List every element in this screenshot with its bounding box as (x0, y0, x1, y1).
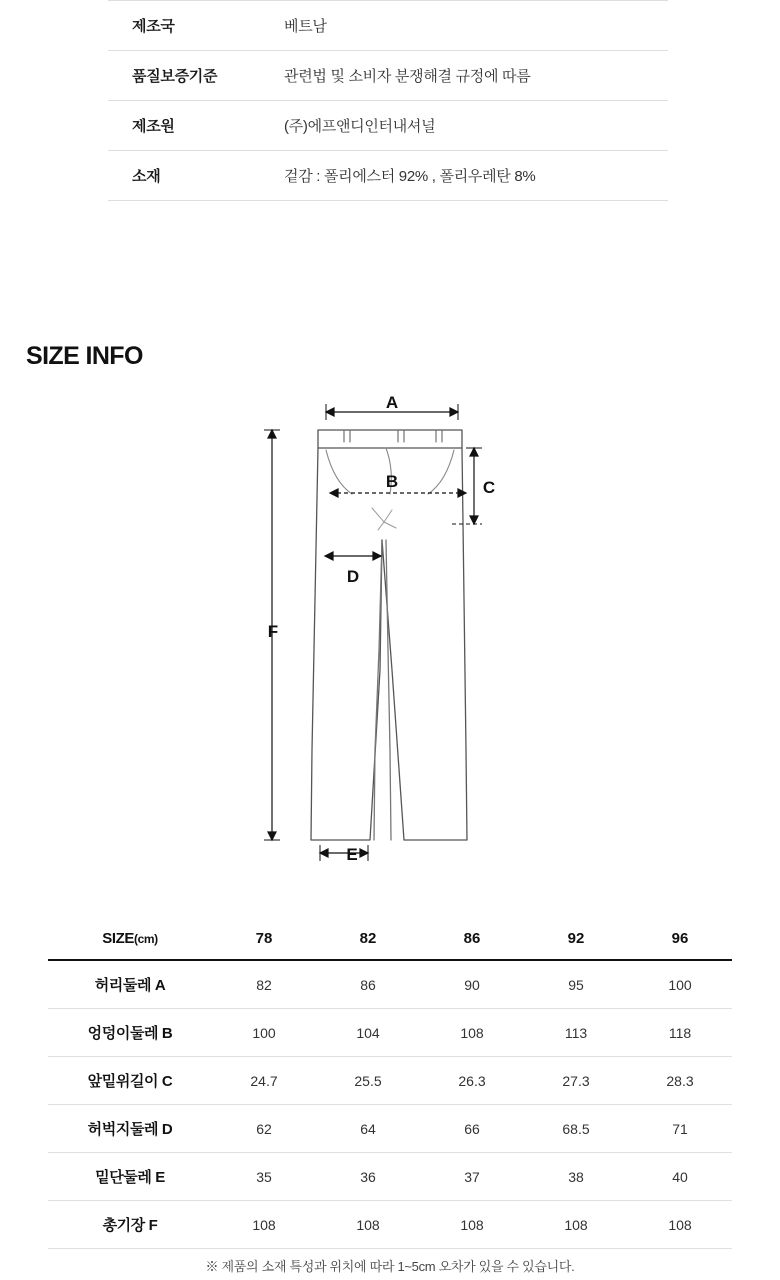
measure-value: 28.3 (666, 1072, 694, 1089)
diagram-label-a: A (385, 393, 399, 412)
measure-label-total-length: 총기장 F (102, 1217, 158, 1234)
measure-value: 100 (668, 976, 692, 993)
measure-value: 86 (360, 976, 376, 993)
table-row (108, 51, 668, 101)
table-row (108, 1, 668, 51)
info-label-material: 소재 (132, 168, 161, 185)
measure-value: 118 (668, 1024, 692, 1041)
table-row (48, 1153, 732, 1201)
diagram-label-d: D (346, 567, 360, 586)
measure-value: 27.3 (562, 1072, 590, 1089)
size-diagram (0, 390, 780, 890)
pants-diagram-svg (0, 390, 780, 890)
table-row (48, 1009, 732, 1057)
info-label-manufacturer: 제조원 (132, 118, 175, 135)
measure-value: 25.5 (354, 1072, 382, 1089)
info-value-manufacturer: (주)에프앤디인터내셔널 (284, 118, 436, 135)
measure-value: 108 (564, 1216, 588, 1233)
measure-value: 62 (256, 1120, 272, 1137)
diagram-label-c: C (482, 478, 496, 497)
size-column-78: 78 (255, 930, 273, 947)
size-tolerance-note: ※ 제품의 소재 특성과 위치에 따라 1~5cm 오차가 있을 수 있습니다. (205, 1259, 575, 1274)
size-table (48, 920, 732, 1249)
measure-label-front-rise: 앞밑위길이 C (87, 1073, 173, 1090)
size-table-header-label (48, 920, 212, 960)
table-row (108, 151, 668, 201)
size-column-96: 96 (671, 930, 689, 947)
size-column-86: 86 (463, 930, 481, 947)
table-row (48, 1105, 732, 1153)
measure-value: 66 (464, 1120, 480, 1137)
page-title: SIZE INFO (26, 342, 143, 370)
diagram-label-e: E (346, 845, 358, 864)
measure-value: 113 (564, 1024, 588, 1041)
measure-value: 36 (360, 1168, 376, 1185)
size-column-82: 82 (359, 930, 377, 947)
info-value-quality-warranty: 관련법 및 소비자 분쟁해결 규정에 따름 (284, 68, 531, 85)
measure-value: 68.5 (562, 1120, 590, 1137)
measure-label-waist: 허리둘레 A (94, 977, 166, 994)
measure-value: 71 (672, 1120, 688, 1137)
measure-value: 90 (464, 976, 480, 993)
measure-value: 38 (568, 1168, 584, 1185)
measure-value: 104 (356, 1024, 380, 1041)
size-header-text: SIZE (102, 930, 134, 947)
size-table-body (48, 960, 732, 1249)
diagram-label-b: B (385, 472, 399, 491)
table-row (48, 1201, 732, 1249)
measure-value: 37 (464, 1168, 480, 1185)
diagram-label-f: F (267, 622, 279, 641)
measure-value: 108 (668, 1216, 692, 1233)
measure-value: 108 (460, 1024, 484, 1041)
table-row (108, 101, 668, 151)
size-table-head (48, 920, 732, 960)
measure-label-hip: 엉덩이둘레 B (87, 1025, 173, 1042)
measure-label-thigh: 허벅지둘레 D (87, 1121, 173, 1138)
measure-value: 35 (256, 1168, 272, 1185)
measure-value: 108 (460, 1216, 484, 1233)
measure-value: 24.7 (250, 1072, 278, 1089)
info-value-manufacture-country: 베트남 (284, 18, 327, 35)
measure-value: 26.3 (458, 1072, 486, 1089)
table-row (48, 1057, 732, 1105)
size-column-92: 92 (567, 930, 585, 947)
info-value-material: 겉감 : 폴리에스터 92% , 폴리우레탄 8% (284, 168, 536, 185)
measure-value: 64 (360, 1120, 376, 1137)
measure-value: 108 (252, 1216, 276, 1233)
product-info-table (108, 0, 668, 201)
measure-value: 82 (256, 976, 272, 993)
info-label-manufacture-country: 제조국 (132, 18, 175, 35)
table-row (48, 960, 732, 1009)
measure-value: 40 (672, 1168, 688, 1185)
measure-label-hem: 밑단둘레 E (95, 1169, 165, 1186)
size-table-header-row (48, 920, 732, 960)
measure-value: 95 (568, 976, 584, 993)
size-header-unit: (cm) (134, 932, 158, 946)
product-info-body (108, 1, 668, 201)
measure-value: 100 (252, 1024, 276, 1041)
measure-value: 108 (356, 1216, 380, 1233)
info-label-quality-warranty: 품질보증기준 (132, 68, 218, 85)
